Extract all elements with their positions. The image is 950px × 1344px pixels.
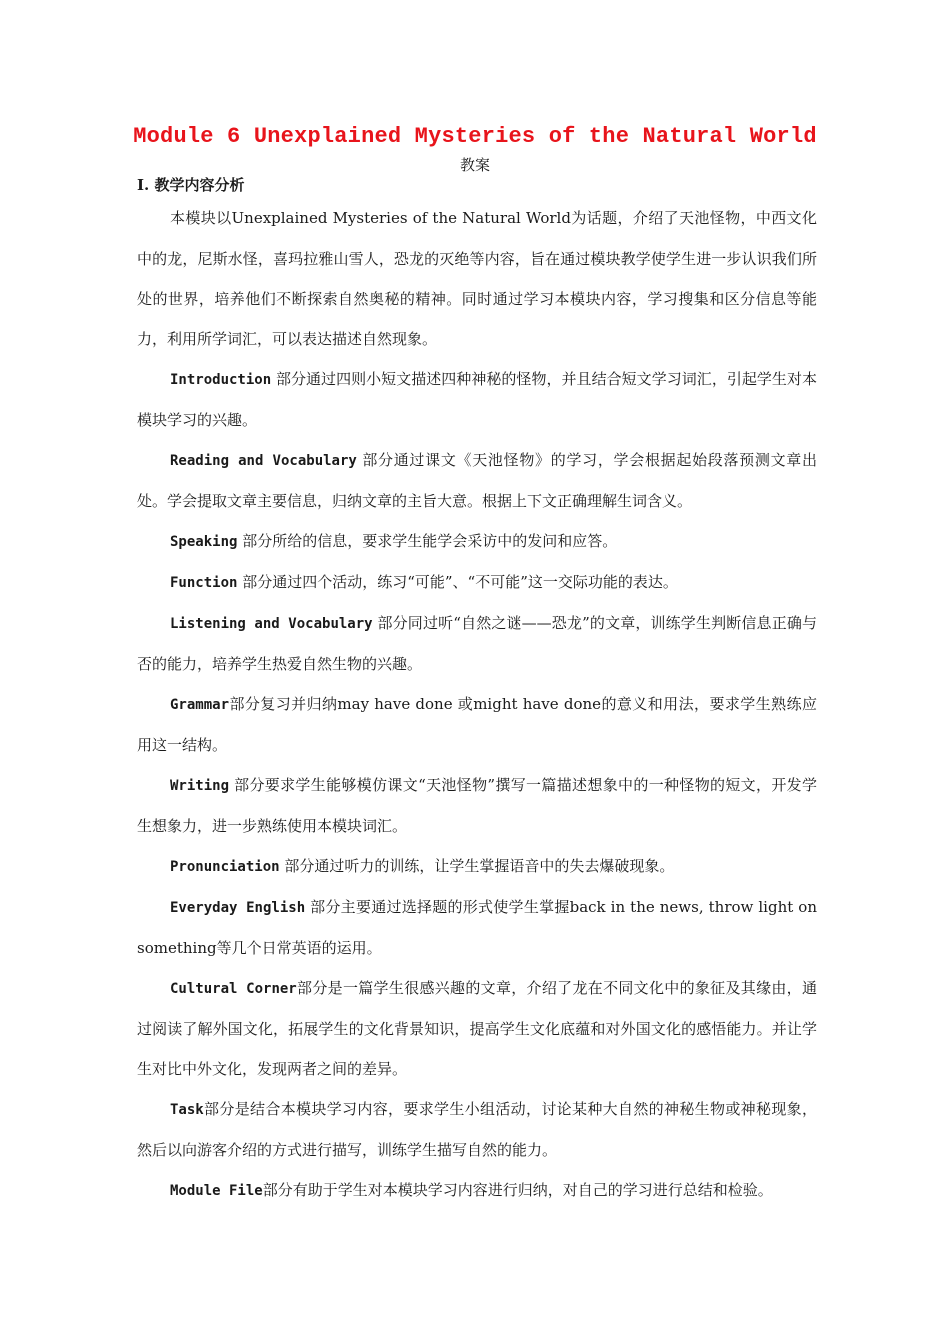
paragraph (137, 1089, 817, 1170)
paragraph-text: 部分有助于学生对本模块学习内容进行归纳，对自己的学习进行总结和检验。 (262, 1181, 773, 1199)
paragraph-text: 部分要求学生能够模仿课文“天池怪物”撰写一篇描述想象中的一种怪物的短文，开发学生想象力，进一步熟练使用本模块词汇。 (137, 776, 817, 835)
paragraph-text: 部分通过四则小短文描述四种神秘的怪物，并且结合短文学习词汇，引起学生对本模块学习的兴趣。 (137, 370, 817, 429)
paragraph-lead: Function (170, 575, 238, 591)
paragraph (137, 603, 817, 684)
paragraph-lead: Pronunciation (170, 859, 280, 875)
paragraph-text: 部分是一篇学生很感兴趣的文章，介绍了龙在不同文化中的象征及其缘由，通过阅读了解外国文化，拓展学生的文化背景知识，提高学生文化底蕴和对外国文化的感悟能力。并让学生对比中外文化，发现两者之间的差异。 (137, 979, 817, 1078)
paragraph (137, 968, 817, 1089)
paragraph-lead: Reading and Vocabulary (170, 453, 357, 469)
paragraph-text: 部分主要通过选择题的形式使学生掌握back in the news, throw light on something等几个日常英语的运用。 (137, 898, 817, 957)
paragraph-text: 部分通过课文《天池怪物》的学习，学会根据起始段落预测文章出处。学会提取文章主要信息，归纳文章的主旨大意。根据上下文正确理解生词含义。 (137, 451, 817, 510)
paragraph (137, 765, 817, 846)
paragraph-lead: Writing (170, 778, 230, 794)
document-title: Module 6 Unexplained Mysteries of the Natural World (133, 124, 817, 149)
paragraph-lead: Module File (170, 1183, 263, 1199)
paragraph-text: 部分所给的信息，要求学生能学会采访中的发问和应答。 (237, 532, 618, 550)
paragraph (137, 684, 817, 765)
document-subtitle: 教案 (459, 156, 490, 174)
paragraph (137, 1170, 817, 1211)
paragraph-text: 部分是结合本模块学习内容，要求学生小组活动，讨论某种大自然的神秘生物或神秘现象，然后以向游客介绍的方式进行描写，训练学生描写自然的能力。 (137, 1100, 817, 1159)
paragraph-text: 部分通过四个活动，练习“可能”、“不可能”这一交际功能的表达。 (237, 573, 678, 591)
section-heading: I. 教学内容分析 (137, 176, 245, 194)
paragraph-lead: Introduction (170, 372, 272, 388)
paragraph-lead: Cultural Corner (170, 981, 297, 997)
paragraph-lead: Everyday English (170, 900, 306, 916)
paragraph-text: 部分复习并归纳may have done 或might have done的意义和用法，要求学生熟练应用这一结构。 (137, 695, 817, 754)
paragraph (137, 359, 817, 440)
paragraph (137, 562, 817, 603)
paragraph-lead: Listening and Vocabulary (170, 616, 373, 632)
paragraph-text: 部分同过听“自然之谜——恐龙”的文章，训练学生判断信息正确与否的能力，培养学生热爱自然生物的兴趣。 (137, 614, 817, 673)
body-text (137, 198, 817, 1211)
paragraph-lead: Grammar (170, 697, 230, 713)
paragraph (137, 198, 817, 359)
paragraph-text: 部分通过听力的训练，让学生掌握语音中的失去爆破现象。 (279, 857, 675, 875)
paragraph (137, 846, 817, 887)
paragraph (137, 887, 817, 968)
paragraph-lead: Speaking (170, 534, 238, 550)
paragraph-lead: Task (170, 1102, 204, 1118)
paragraph (137, 440, 817, 521)
paragraph-text: 本模块以Unexplained Mysteries of the Natural World为话题，介绍了天池怪物，中西文化中的龙，尼斯水怪，喜玛拉雅山雪人，恐龙的灭绝等内容，旨在通过模块教学使学生进一步认识我们所处的世界，培养他们不断探索自然奥秘的精神。同时通过学习本模块内容，学习搜集和区分信息等能力，利用所学词汇，可以表达描述自然现象。 (137, 209, 817, 348)
paragraph (137, 521, 817, 562)
